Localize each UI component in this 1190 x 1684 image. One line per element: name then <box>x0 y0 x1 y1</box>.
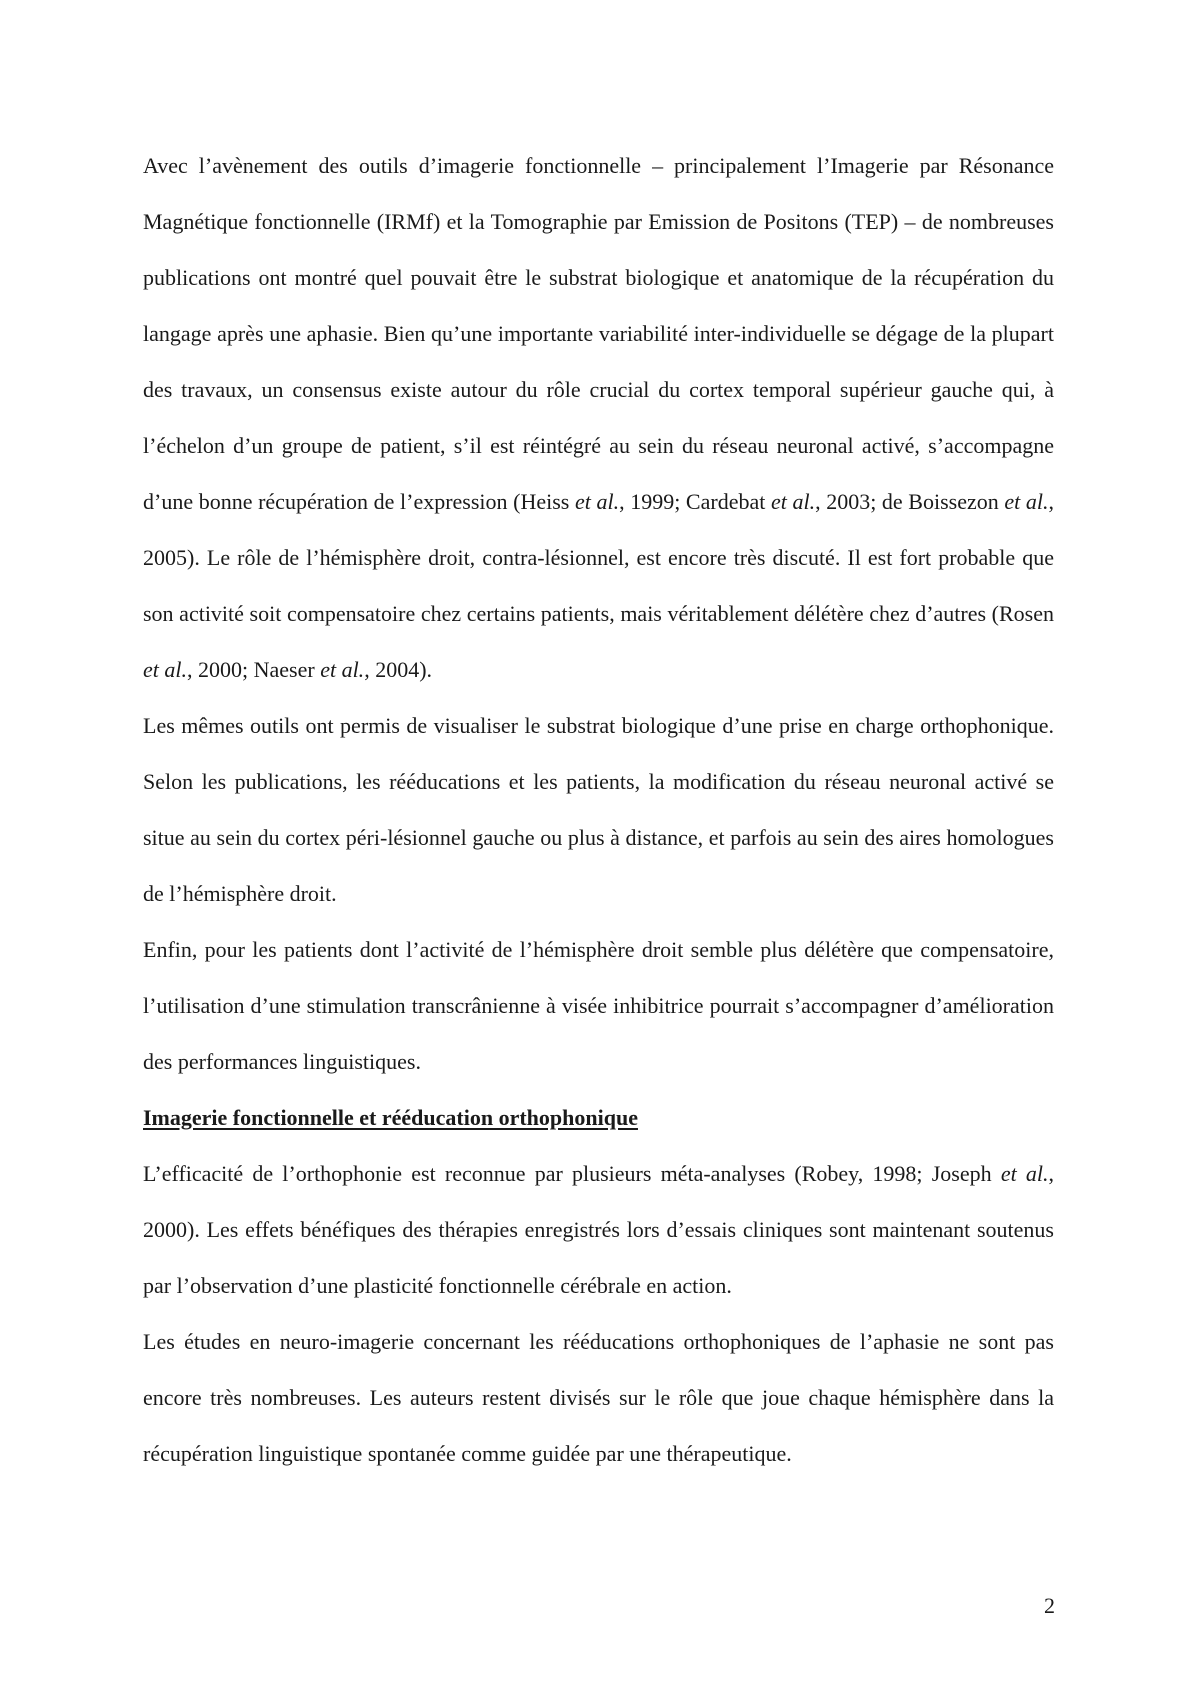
paragraph-transcranial-stimulation: Enfin, pour les patients dont l’activité de l’hémisphère droit semble plus délétère que compensatoire, l’utilisation d’une stimulation transcrânienne à visée inhibitrice pourrait s’accompagner d’amélioration des performances linguistiques. <box>143 937 1054 1074</box>
section-heading: Imagerie fonctionnelle et rééducation orthophonique <box>143 1105 638 1130</box>
citation-et-al: et al. <box>770 489 816 514</box>
citation-et-al: et al. <box>1004 489 1049 514</box>
citation-et-al: et al. <box>320 657 365 682</box>
body-text <box>143 138 1054 1482</box>
citation-et-al: et al. <box>143 657 187 682</box>
paragraph-imaging-tools: Avec l’avènement des outils d’imagerie fonctionnelle – principalement l’Imagerie par Résonance Magnétique fonctionnelle (IRMf) et la Tomographie par Emission de Positons (TEP) – de nombreuses publications ont montré quel pouvait être le substrat biologique et anatomique de la récupération du langage après une aphasie. Bien qu’une importante variabilité inter-individuelle se dégage de la plupart des travaux, un consensus existe autour du rôle crucial du cortex temporal supérieur gauche qui, à l’échelon d’un groupe de patient, s’il est réintégré au sein du réseau neuronal activé, s’accompagne d’une bonne récupération de l’expression (Heiss et al., 1999; Cardebat et al., 2003; de Boissezon et al., 2005). Le rôle de l’hémisphère droit, contra-lésionnel, est encore très discuté. Il est fort probable que son activité soit compensatoire chez certains patients, mais véritablement délétère chez d’autres (Rosen et al., 2000; Naeser et al., 2004). <box>143 153 1054 682</box>
citation-et-al: et al. <box>1000 1161 1049 1186</box>
paragraph-efficacy: L’efficacité de l’orthophonie est reconnue par plusieurs méta-analyses (Robey, 1998; Joseph et al., 2000). Les effets bénéfiques des thérapies enregistrés lors d’essais cliniques sont maintenant soutenus par l’observation d’une plasticité fonctionnelle cérébrale en action. <box>143 1161 1054 1298</box>
paragraph-neuroimaging-studies: Les études en neuro-imagerie concernant les rééducations orthophoniques de l’aphasie ne sont pas encore très nombreuses. Les auteurs restent divisés sur le rôle que joue chaque hémisphère dans la récupération linguistique spontanée comme guidée par une thérapeutique. <box>143 1329 1054 1466</box>
paragraph-speech-therapy-substrate: Les mêmes outils ont permis de visualiser le substrat biologique d’une prise en charge orthophonique. Selon les publications, les rééducations et les patients, la modification du réseau neuronal activé se situe au sein du cortex péri-lésionnel gauche ou plus à distance, et parfois au sein des aires homologues de l’hémisphère droit. <box>143 713 1054 906</box>
page-number: 2 <box>1044 1593 1055 1618</box>
citation-et-al: et al. <box>574 489 620 514</box>
